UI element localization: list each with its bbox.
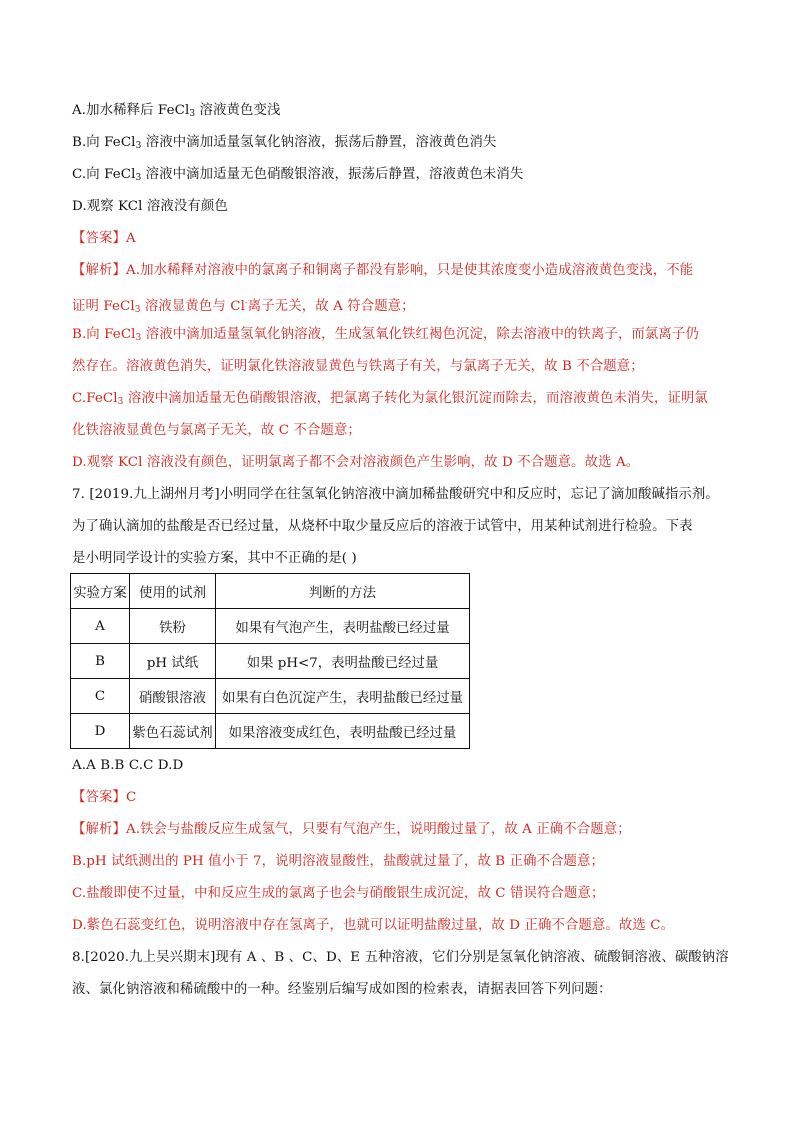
q6-option-d: D.观察 KCl 溶液没有颜色 bbox=[72, 199, 228, 214]
q6-analysis-line-6: 化铁溶液显黄色与氯离子无关，故 C 不合题意； bbox=[72, 423, 361, 438]
q7-analysis-line-3: C.盐酸即使不过量，中和反应生成的氯离子也会与硝酸银生成沉淀，故 C 错误符合题意； bbox=[72, 886, 605, 901]
q7-analysis-line-2: B.pH 试纸测出的 PH 值小于 7，说明溶液显酸性，盐酸就过量了，故 B 正确不合题意； bbox=[72, 854, 605, 869]
experiment-table bbox=[70, 573, 470, 749]
table-row bbox=[71, 679, 470, 714]
table-cell: 紫色石蕊试剂 bbox=[130, 714, 216, 749]
q6-analysis-line-5: C.FeCl$_3$ 溶液中滴加适量无色硝酸银溶液，把氯离子转化为氯化银沉淀而除去，而溶液黄色未消失，证明氯 bbox=[72, 391, 708, 407]
q8-stem-line-1: 8.[2020.九上吴兴期末]现有 A 、B 、C、D、E 五种溶液，它们分别是氢氧化钠溶液、硫酸铜溶液、碳酸钠溶 bbox=[72, 950, 729, 965]
table-cell: pH 试纸 bbox=[130, 644, 216, 679]
q7-answer: 【答案】C bbox=[72, 790, 137, 805]
table-cell: A bbox=[71, 609, 130, 644]
q7-stem-line-1: 7. [2019.九上湖州月考]小明同学在往氢氧化钠溶液中滴加稀盐酸研究中和反应时，忘记了滴加酸碱指示剂。 bbox=[72, 487, 719, 502]
table-header-row bbox=[71, 574, 470, 609]
table-row bbox=[71, 609, 470, 644]
q6-answer: 【答案】A bbox=[72, 231, 136, 246]
q7-analysis-line-4: D.紫色石蕊变红色，说明溶液中存在氢离子，也就可以证明盐酸过量，故 D 正确不合题意。故选 C。 bbox=[72, 918, 675, 933]
table-header-cell: 实验方案 bbox=[71, 574, 130, 609]
table-cell: D bbox=[71, 714, 130, 749]
table-row bbox=[71, 714, 470, 749]
q8-stem-line-2: 液、氯化钠溶液和稀硫酸中的一种。经鉴别后编写成如图的检索表，请据表回答下列问题： bbox=[72, 982, 612, 997]
table-cell: 如果有气泡产生，表明盐酸已经过量 bbox=[216, 609, 470, 644]
q7-stem-line-2: 为了确认滴加的盐酸是否已经过量，从烧杯中取少量反应后的溶液于试管中，用某种试剂进行检验。下表 bbox=[72, 519, 693, 534]
q7-choices: A.A B.B C.C D.D bbox=[72, 758, 184, 773]
table-header-cell: 判断的方法 bbox=[216, 574, 470, 609]
table-cell: 硝酸银溶液 bbox=[130, 679, 216, 714]
q6-analysis-line-2: 证明 FeCl$_3$ 溶液显黄色与 Cl-离子无关，故 A 符合题意； bbox=[72, 298, 415, 315]
table-cell: 如果有白色沉淀产生，表明盐酸已经过量 bbox=[216, 679, 470, 714]
table-cell: B bbox=[71, 644, 130, 679]
table-row bbox=[71, 644, 470, 679]
table-cell: 如果 pH<7，表明盐酸已经过量 bbox=[216, 644, 470, 679]
q6-analysis-line-1: 【解析】A.加水稀释对溶液中的氯离子和铜离子都没有影响，只是使其浓度变小造成溶液黄色变浅，不能 bbox=[72, 263, 694, 278]
q6-option-c: C.向 FeCl$_3$ 溶液中滴加适量无色硝酸银溶液，振荡后静置，溶液黄色未消失 bbox=[72, 167, 524, 183]
q6-option-a: A.加水稀释后 FeCl$_3$ 溶液黄色变浅 bbox=[72, 103, 281, 119]
table-cell: C bbox=[71, 679, 130, 714]
q6-analysis-line-4: 然存在。溶液黄色消失，证明氯化铁溶液显黄色与铁离子有关，与氯离子无关，故 B 不合题意； bbox=[72, 359, 644, 374]
q6-option-b: B.向 FeCl$_3$ 溶液中滴加适量氢氧化钠溶液，振荡后静置，溶液黄色消失 bbox=[72, 135, 497, 151]
q7-stem-line-3: 是小明同学设计的实验方案，其中不正确的是( ) bbox=[72, 551, 357, 566]
q7-analysis-line-1: 【解析】A.铁会与盐酸反应生成氢气，只要有气泡产生，说明酸过量了，故 A 正确不合题意； bbox=[72, 822, 631, 837]
q6-analysis-line-7: D.观察 KCl 溶液没有颜色，证明氯离子都不会对溶液颜色产生影响，故 D 不合题意。故选 A。 bbox=[72, 455, 640, 470]
table-header-cell: 使用的试剂 bbox=[130, 574, 216, 609]
table-cell: 如果溶液变成红色，表明盐酸已经过量 bbox=[216, 714, 470, 749]
table-cell: 铁粉 bbox=[130, 609, 216, 644]
q6-analysis-line-3: B.向 FeCl$_3$ 溶液中滴加适量氢氧化钠溶液，生成氢氧化铁红褐色沉淀，除去溶液中的铁离子，而氯离子仍 bbox=[72, 327, 699, 343]
